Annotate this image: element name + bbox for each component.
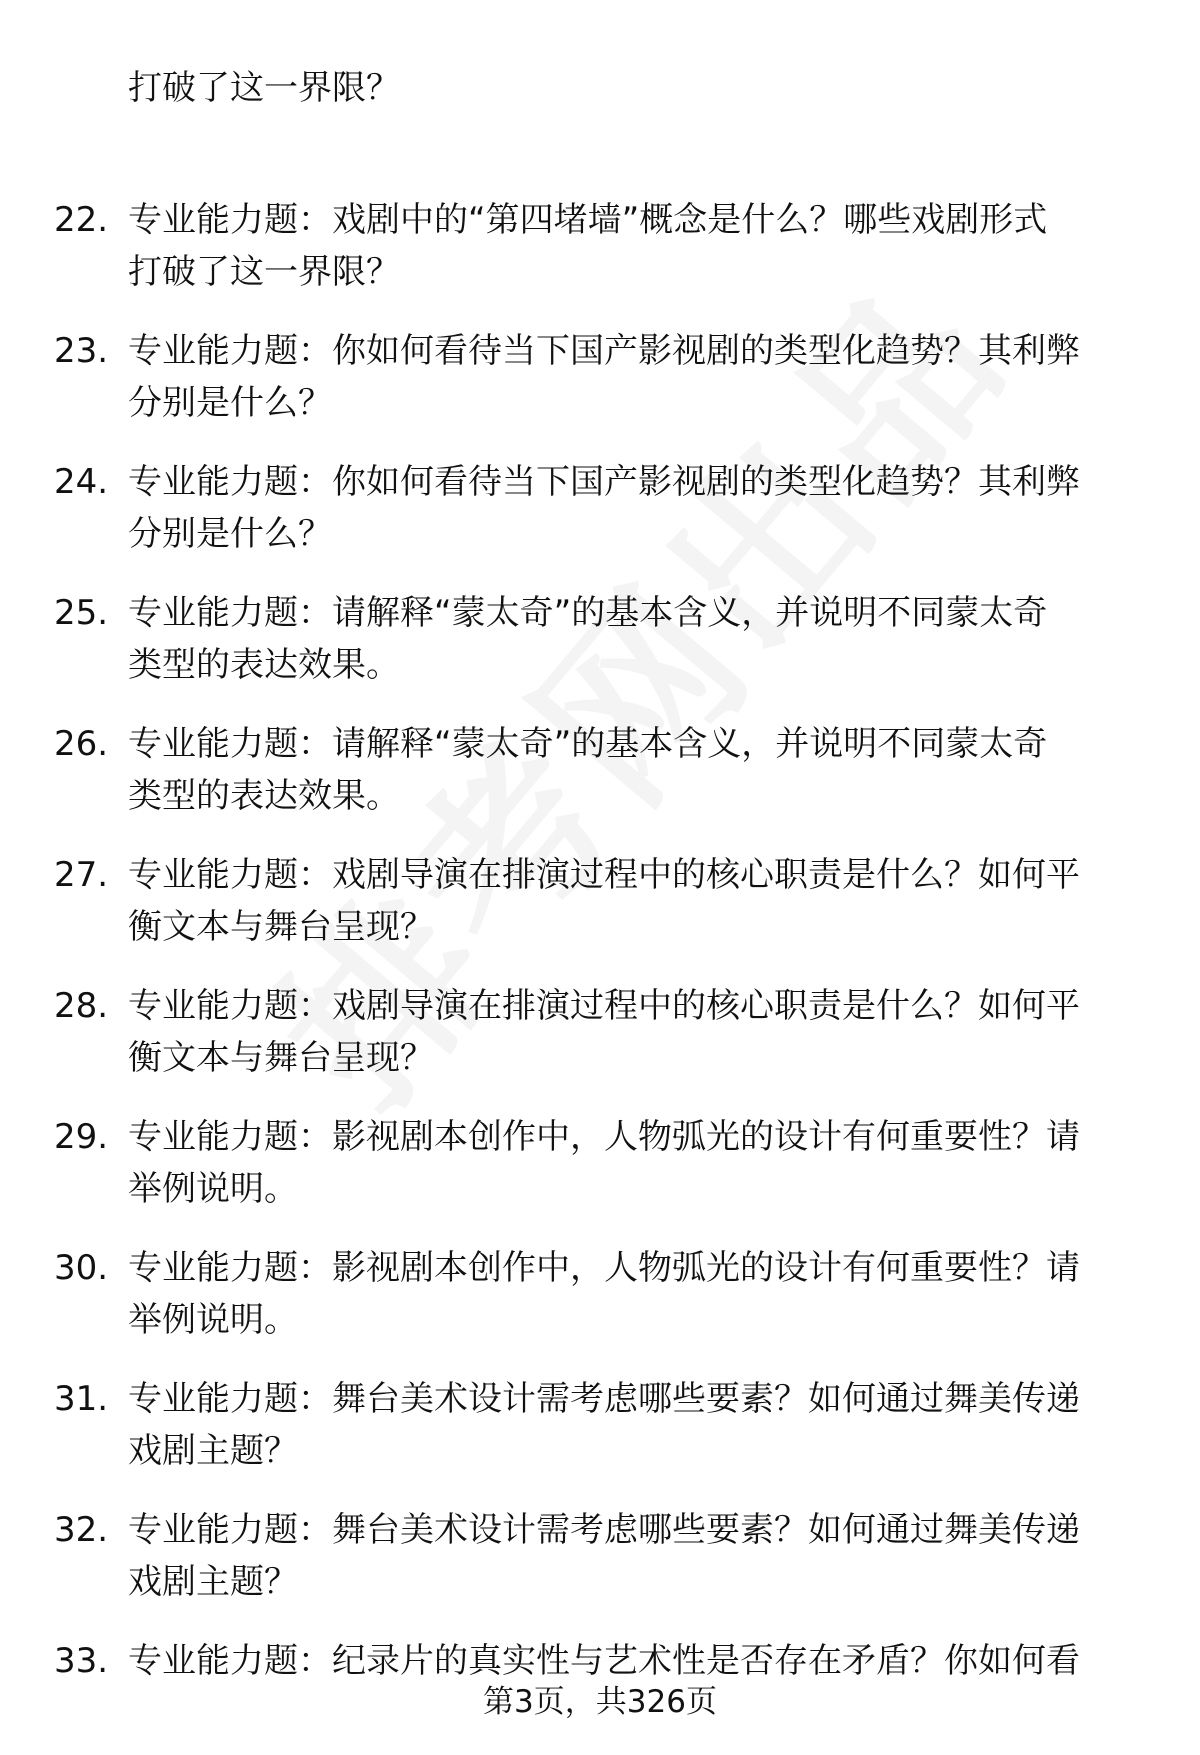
question-line: 专业能力题：请解释“蒙太奇”的基本含义，并说明不同蒙太奇 — [128, 593, 1048, 633]
question-line: 专业能力题：影视剧本创作中，人物弧光的设计有何重要性？请 — [128, 1248, 1080, 1288]
question-text — [128, 1373, 1136, 1477]
question-text — [128, 194, 1136, 298]
question-line: 专业能力题：纪录片的真实性与艺术性是否存在矛盾？你如何看 — [128, 1641, 1080, 1681]
question-item-23 — [0, 325, 1200, 431]
question-item-32 — [0, 1504, 1200, 1610]
question-number: 29. — [54, 1117, 109, 1157]
question-number: 25. — [54, 593, 109, 633]
question-item-22 — [0, 194, 1200, 300]
question-line: 专业能力题：请解释“蒙太奇”的基本含义，并说明不同蒙太奇 — [128, 724, 1048, 764]
question-line: 类型的表达效果。 — [128, 776, 400, 816]
question-text — [128, 587, 1136, 691]
question-line: 专业能力题：戏剧导演在排演过程中的核心职责是什么？如何平 — [128, 855, 1080, 895]
question-line: 专业能力题：戏剧导演在排演过程中的核心职责是什么？如何平 — [128, 986, 1080, 1026]
question-item-30 — [0, 1242, 1200, 1348]
question-text — [128, 325, 1136, 429]
page-number-footer: 第3页，共326页 — [483, 1684, 717, 1720]
question-line: 衡文本与舞台呈现？ — [128, 1038, 434, 1078]
question-text — [128, 718, 1136, 822]
question-line: 戏剧主题？ — [128, 1431, 298, 1471]
question-item-24 — [0, 456, 1200, 562]
question-text — [128, 849, 1136, 953]
question-text — [128, 1242, 1136, 1346]
question-number: 24. — [54, 462, 109, 502]
question-line: 分别是什么？ — [128, 383, 332, 423]
question-line: 专业能力题：戏剧中的“第四堵墙”概念是什么？哪些戏剧形式 — [128, 200, 1048, 240]
question-number: 32. — [54, 1510, 109, 1550]
question-text — [128, 980, 1136, 1084]
question-line: 专业能力题：影视剧本创作中，人物弧光的设计有何重要性？请 — [128, 1117, 1080, 1157]
question-item-26 — [0, 718, 1200, 824]
question-item-27 — [0, 849, 1200, 955]
question-line: 专业能力题：舞台美术设计需考虑哪些要素？如何通过舞美传递 — [128, 1379, 1080, 1419]
question-number: 27. — [54, 855, 109, 895]
question-line: 类型的表达效果。 — [128, 645, 400, 685]
continued-question-fragment: 打破了这一界限？ — [128, 68, 400, 108]
question-number: 23. — [54, 331, 109, 371]
question-text — [128, 1504, 1136, 1608]
question-item-29 — [0, 1111, 1200, 1217]
question-number: 30. — [54, 1248, 109, 1288]
question-line: 分别是什么？ — [128, 514, 332, 554]
question-number: 31. — [54, 1379, 109, 1419]
question-number: 22. — [54, 200, 109, 240]
question-line: 衡文本与舞台呈现？ — [128, 907, 434, 947]
question-number: 28. — [54, 986, 109, 1026]
question-line: 打破了这一界限？ — [128, 252, 400, 292]
question-line: 举例说明。 — [128, 1169, 298, 1209]
question-item-31 — [0, 1373, 1200, 1479]
question-line: 举例说明。 — [128, 1300, 298, 1340]
question-text — [128, 456, 1136, 560]
question-line: 专业能力题：你如何看待当下国产影视剧的类型化趋势？其利弊 — [128, 331, 1080, 371]
question-number: 26. — [54, 724, 109, 764]
question-text — [128, 1111, 1136, 1215]
question-number: 33. — [54, 1641, 109, 1681]
question-line: 专业能力题：舞台美术设计需考虑哪些要素？如何通过舞美传递 — [128, 1510, 1080, 1550]
question-line: 专业能力题：你如何看待当下国产影视剧的类型化趋势？其利弊 — [128, 462, 1080, 502]
question-item-28 — [0, 980, 1200, 1086]
question-item-25 — [0, 587, 1200, 693]
question-line: 戏剧主题？ — [128, 1562, 298, 1602]
